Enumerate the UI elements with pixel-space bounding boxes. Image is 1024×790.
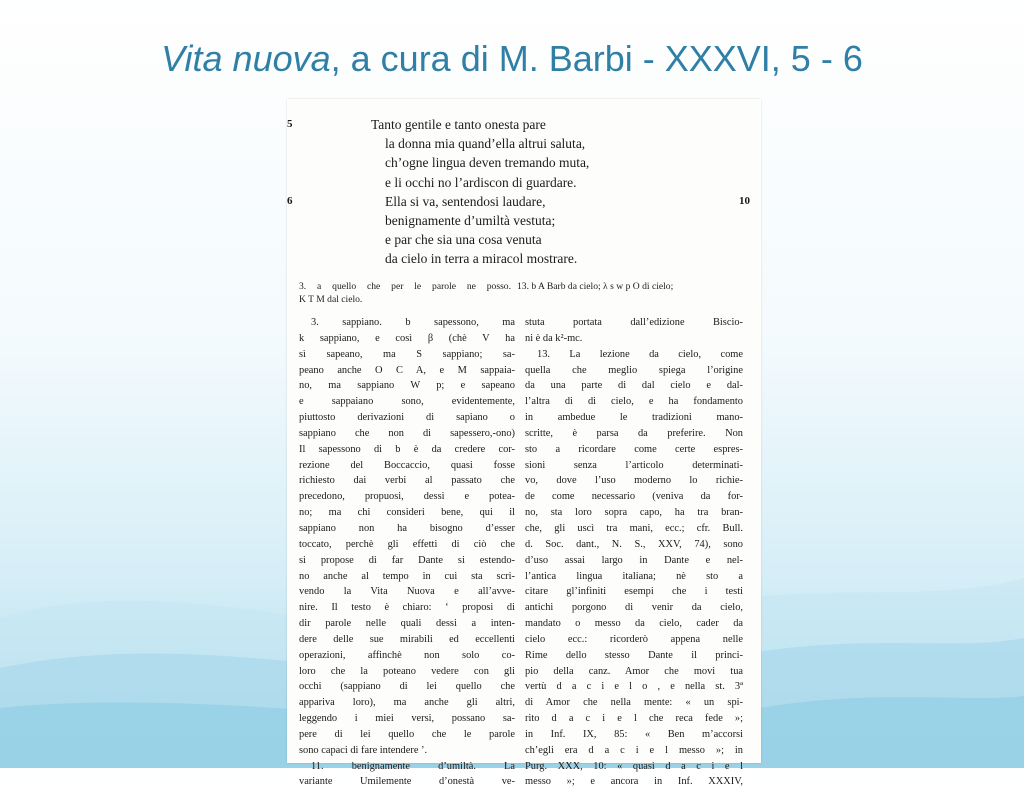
verse-text: Ella si va, sentendosi laudare, [385,193,546,209]
commentary-line: e sappaiano sono, evidentemente, [299,396,515,408]
commentary-line: rezione del Boccaccio, quasi fosse [299,459,515,471]
commentary-line: precedono, propuosi, dessi e potea- [299,491,515,503]
commentary-line: dir parole nelle quali dessi a inten- [299,618,515,630]
commentary-line: d’uso assai largo in Dante e nel- [525,554,743,566]
commentary-line: variante Umilemente d’onestà ve- [299,776,515,788]
commentary-line: pere di lei quello che le parole [299,728,515,740]
sonnet-verses [287,115,761,269]
commentary-line: peano anche O C A, e M sappaia- [299,364,515,376]
apparatus-left [299,281,511,306]
commentary-line: sono capaci di fare intendere ’. [299,744,428,756]
commentary-line: sappiano non ha bisogno d’esser [299,522,515,534]
verse-text: ch’ogne lingua deven tremando muta, [385,155,590,171]
verse-line [287,211,761,230]
commentary-line: richiesto dai verbi al passato che [299,475,515,487]
commentary-line: vo, dove l’uso moderno lo richie- [525,475,743,487]
commentary-line: no; ma chi consideri bene, qui il [299,507,515,519]
commentary-line: toccato, perchè gli effetti di ciò che [299,538,515,550]
commentary-line: sì sapeano, ma S sappiano; sa- [299,348,515,360]
commentary-line: loro che la poteano vedere con gli [299,665,515,677]
verse-line [287,173,761,192]
commentary-line: ni è da k²-mc. [525,332,583,344]
verse-text: la donna mia quand’ella altrui saluta, [385,136,586,152]
commentary-line: cielo ecc.: ricorderò appena nelle [525,633,743,645]
commentary-line: no, sta loro sopra capo, ha tra bran- [525,507,743,519]
commentary-line: che, gli uscì tra mani, ecc.; cfr. Bull. [525,522,743,534]
commentary-line: 13. La lezione da cielo, come [537,348,743,360]
commentary-line: sioni senza l’articolo determinati- [525,459,743,471]
verse-section-number: 6 [287,194,293,207]
verse-line [287,249,761,268]
commentary-line: Il sapessono di b è da credere cor- [299,443,515,455]
commentary-line: sappiano che non di sapessero,-ono) [299,427,515,439]
commentary-left-column [299,315,515,790]
commentary-line: in Inf. IX, 85: « Ben m’accorsi [525,728,743,740]
commentary-line: no, ma sappiano W p; e sapeano [299,380,515,392]
apparatus-line: 13. b A Barb da cielo; λ s w p O di cielo; [517,281,674,292]
apparatus-line: 3. a quello che per le parole ne posso. [299,281,511,292]
verse-text: benignamente d’umiltà vestuta; [385,212,556,228]
commentary-line: l’antica lingua italiana; nè sto a [525,570,743,582]
verse-line [287,192,761,211]
commentary-line: sto a ricordare come certe espres- [525,443,743,455]
commentary-line: ch’egli era d a c i e l messo »; in [525,744,743,756]
verse-text: e li occhi no l’ardiscon di guardare. [385,174,577,190]
commentary-line: si propose di far Dante si estendo- [299,554,515,566]
commentary-line: quella che meglio spiega l’origine [525,364,743,376]
commentary-line: dere delle sue mirabili ed eccellenti [299,633,515,645]
commentary-line: no anche al tempo in cui sta scri- [299,570,515,582]
commentary-line: operazioni, affinchè non solo co- [299,649,515,661]
commentary-line: k sappiano, e così β (chè V ha [299,332,515,344]
verse-text: e par che sia una cosa venuta [385,232,542,248]
commentary-line: stuta portata dall’edizione Biscio- [525,317,743,328]
verse-text: Tanto gentile e tanto onesta pare [371,117,546,132]
verse-text: da cielo in terra a miracol mostrare. [385,251,578,267]
commentary-line: scritte, è parsa da preferire. Non [525,427,743,439]
commentary-line: mandato o messo da cielo, cader da [525,618,743,630]
commentary-line: d. Soc. dant., N. S., XXV, 74), sono [525,538,743,550]
commentary-line: de come necessario (veniva da for- [525,491,743,503]
commentary-line: occhi (sappiano di lei quello che [299,681,515,693]
title-rest: , a cura di M. Barbi - XXXVI, 5 - 6 [330,38,863,79]
commentary-line: 3. sappiano. b sapessono, ma [311,317,515,328]
verse-section-number: 5 [287,118,293,130]
verse-line-number: 10 [739,194,750,207]
commentary-line: l’altra di di cielo, e ha fondamento [525,396,743,408]
commentary-line: di Amor che nella mente: « un spi- [525,697,743,709]
verse-line [287,134,761,153]
scanned-page [287,99,761,788]
apparatus-line: K T M dal cielo. [299,293,363,305]
title-italic: Vita nuova [161,38,331,79]
commentary-line: piuttosto derivazioni di sapiano o [299,412,515,424]
commentary-line: antichi porgono di venir da cielo, [525,602,743,614]
verse-line [287,153,761,172]
commentary-line: nire. Il testo è chiaro: ‘ proposi di [299,602,515,614]
commentary-line: Purg. XXX, 10: « quasi d a c i e l [525,760,743,772]
commentary-right-column [525,315,743,790]
commentary-line: da una parte di dal cielo e dal- [525,380,743,392]
commentary-line: pio della canz. Amor che movi tua [525,665,743,677]
commentary-line: in ambedue le tradizioni mano- [525,412,743,424]
slide-title [0,38,1024,80]
commentary-line: appariva loro), ma anche gli altri, [299,697,515,709]
commentary-line: vertù d a c i e l o , e nella st. 3ª [525,681,743,693]
commentary-line: citare gl’infiniti esempi che i testi [525,586,743,598]
commentary-line: leggendo i miei versi, possano sa- [299,713,515,725]
commentary-line: Rime dello stesso Dante il princi- [525,649,743,661]
commentary-line: 11. benignamente d’umiltà. La [311,760,515,772]
commentary-line: rito d a c i e l che reca fede »; [525,713,743,725]
verse-line [287,115,761,134]
commentary-line: vendo la Vita Nuova e all’avve- [299,586,515,598]
verse-line [287,230,761,249]
commentary-line: messo »; e ancora in Inf. XXXIV, [525,776,743,788]
apparatus-right [517,281,749,294]
